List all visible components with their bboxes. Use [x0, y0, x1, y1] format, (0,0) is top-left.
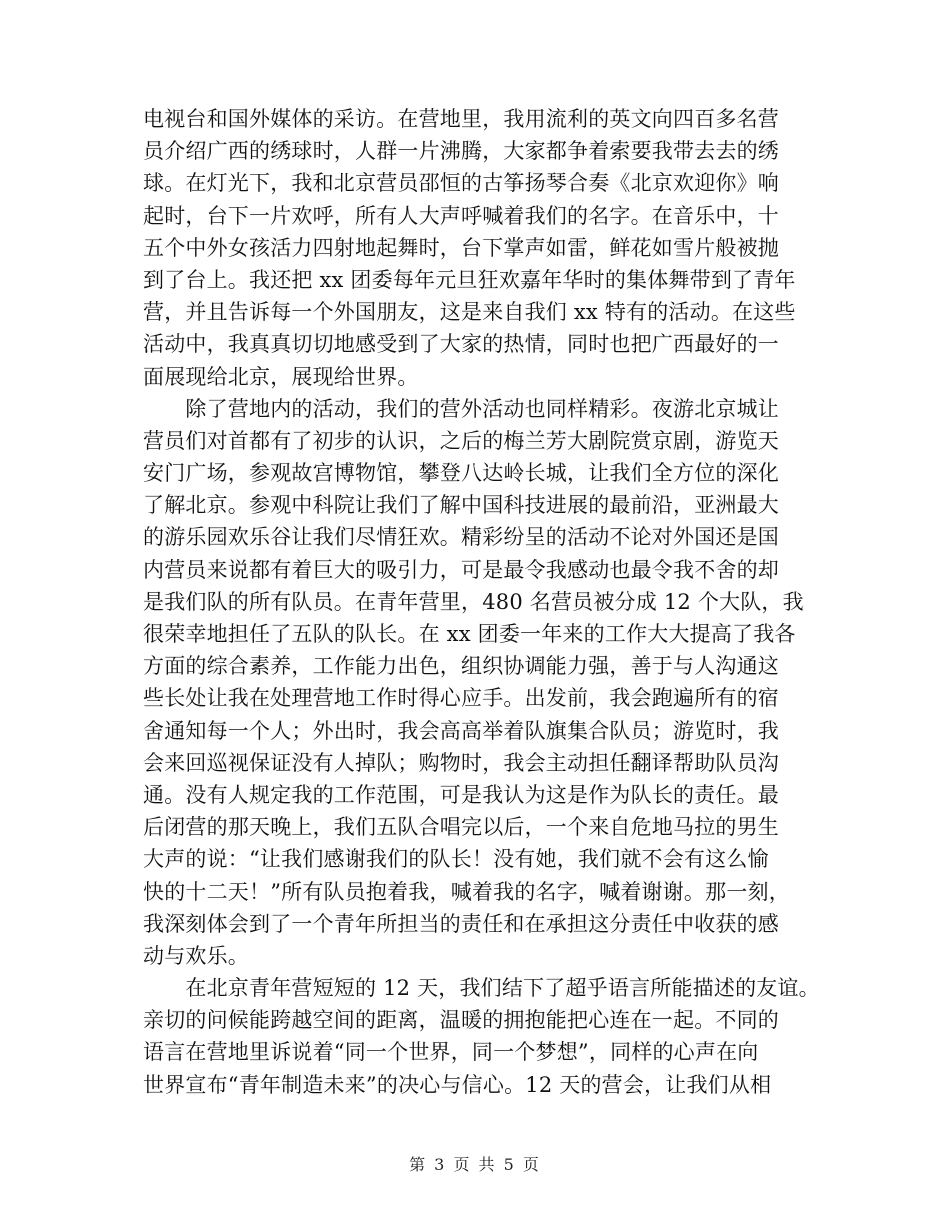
text-line: 到了台上。我还把 xx 团委每年元旦狂欢嘉年华时的集体舞带到了青年 — [143, 267, 796, 292]
text-line: 很荣幸地担任了五队的队长。在 xx 团委一年来的工作大大提高了我各 — [143, 622, 796, 646]
text-line: 营，并且告诉每一个外国朋友，这是来自我们 xx 特有的活动。在这些 — [143, 300, 796, 325]
text-line: 语言在营地里诉说着“同一个世界，同一个梦想”，同样的心声在向 — [143, 1040, 759, 1065]
text-line: 安门广场，参观故宫博物馆，攀登八达岭长城，让我们全方位的深化 — [143, 461, 779, 486]
text-line: 会来回巡视保证没有人掉队；购物时，我会主动担任翻译帮助队员沟 — [143, 750, 779, 775]
body-text — [143, 103, 833, 1101]
text-line: 是我们队的所有队员。在青年营里，480 名营员被分成 12 个大队，我 — [143, 589, 804, 614]
page-number-label: 第 3 页 共 5 页 — [409, 1155, 541, 1174]
text-line: 球。在灯光下，我和北京营员邵恒的古筝扬琴合奏《北京欢迎你》响 — [143, 171, 779, 196]
text-line: 后闭营的那天晚上，我们五队合唱完以后，一个来自危地马拉的男生 — [143, 815, 779, 840]
text-line: 活动中，我真真切切地感受到了大家的热情，同时也把广西最好的一 — [143, 332, 779, 357]
text-line: 世界宣布“青年制造未来”的决心与信心。12 天的营会，让我们从相 — [143, 1072, 772, 1097]
text-line: 我深刻体会到了一个青年所担当的责任和在承担这分责任中收获的感 — [143, 911, 779, 936]
text-line: 在北京青年营短短的 12 天，我们结下了超乎语言所能描述的友谊。 — [143, 976, 820, 1001]
text-line: 些长处让我在处理营地工作时得心应手。出发前，我会跑遍所有的宿 — [143, 686, 779, 711]
text-line: 的游乐园欢乐谷让我们尽情狂欢。精彩纷呈的活动不论对外国还是国 — [143, 525, 779, 550]
text-line: 内营员来说都有着巨大的吸引力，可是最令我感动也最令我不舍的却 — [143, 557, 779, 582]
text-line: 起时，台下一片欢呼，所有人大声呼喊着我们的名字。在音乐中，十 — [143, 203, 779, 228]
text-line: 员介绍广西的绣球时，人群一片沸腾，大家都争着索要我带去去的绣 — [143, 139, 779, 164]
text-line: 大声的说：“让我们感谢我们的队长！没有她，我们就不会有这么愉 — [143, 847, 769, 872]
text-line: 方面的综合素养，工作能力出色，组织协调能力强，善于与人沟通这 — [143, 654, 779, 679]
text-line: 舍通知每一个人；外出时，我会高高举着队旗集合队员；游览时，我 — [143, 718, 779, 743]
text-line: 营员们对首都有了初步的认识，之后的梅兰芳大剧院赏京剧，游览天 — [143, 428, 779, 453]
text-line: 通。没有人规定我的工作范围，可是我认为这是作为队长的责任。最 — [143, 782, 779, 807]
text-line: 快的十二天！”所有队员抱着我，喊着我的名字，喊着谢谢。那一刻， — [143, 879, 790, 904]
text-line: 除了营地内的活动，我们的营外活动也同样精彩。夜游北京城让 — [143, 396, 779, 421]
text-line: 面展现给北京，展现给世界。 — [143, 364, 419, 389]
text-line: 电视台和国外媒体的采访。在营地里，我用流利的英文向四百多名营 — [143, 107, 779, 131]
text-line: 动与欢乐。 — [143, 943, 249, 968]
text-line: 了解北京。参观中科院让我们了解中国科技进展的最前沿，亚洲最大 — [143, 493, 779, 518]
page-footer — [0, 1155, 950, 1175]
text-line: 五个中外女孩活力四射地起舞时，台下掌声如雷，鲜花如雪片般被抛 — [143, 235, 779, 260]
text-line: 亲切的问候能跨越空间的距离，温暖的拥抱能把心连在一起。不同的 — [143, 1008, 779, 1033]
